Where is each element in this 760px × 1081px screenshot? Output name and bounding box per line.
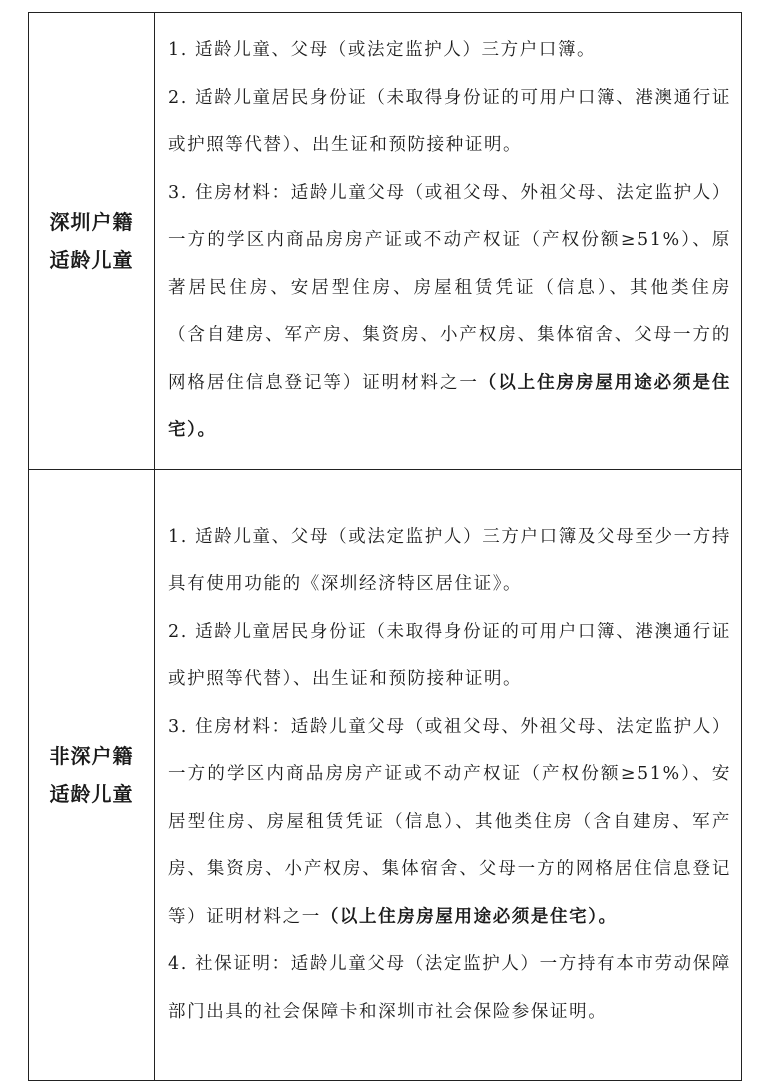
requirement-item	[168, 75, 731, 170]
requirement-text: 2. 适龄儿童居民身份证（未取得身份证的可用户口簿、港澳通行证或护照等代替）、出生证和预防接种证明。	[168, 621, 731, 690]
requirement-emphasis: （以上住房房屋用途必须是住宅）。	[320, 906, 618, 927]
requirement-item	[168, 514, 731, 609]
requirement-text: 4. 社保证明：适龄儿童父母（法定监护人）一方持有本市劳动保障部门出具的社会保障卡和深圳市社会保险参保证明。	[168, 954, 731, 1022]
requirement-text: 3. 住房材料：适龄儿童父母（或祖父母、外祖父母、法定监护人）一方的学区内商品房房产证或不动产权证（产权份额≥51%）、安居型住房、房屋租赁凭证（信息）、其他类住房（含自建房、军产房、集资房、小产权房、集体宿舍、父母一方的网格居住信息登记等）证明材料之一	[168, 716, 731, 927]
table-row	[29, 13, 742, 470]
requirements-table	[28, 12, 742, 1081]
requirement-item	[168, 704, 731, 942]
category-label: 适龄儿童	[49, 782, 134, 806]
requirements-cell	[155, 470, 742, 1081]
requirement-item	[168, 609, 731, 704]
category-label: 非深户籍	[49, 744, 134, 768]
requirement-text: 3. 住房材料：适龄儿童父母（或祖父母、外祖父母、法定监护人）一方的学区内商品房房产证或不动产权证（产权份额≥51%）、原著居民住房、安居型住房、房屋租赁凭证（信息）、其他类住房（含自建房、军产房、集资房、小产权房、集体宿舍、父母一方的网格居住信息登记等）证明材料之一	[168, 182, 731, 393]
category-label: 深圳户籍	[49, 210, 134, 234]
category-label: 适龄儿童	[49, 248, 134, 272]
category-cell	[29, 470, 155, 1081]
requirement-item	[168, 941, 731, 1036]
requirement-text: 1. 适龄儿童、父母（或法定监护人）三方户口簿。	[168, 40, 597, 61]
requirement-emphasis: （以上住房房屋用途必须是住宅）。	[168, 372, 731, 441]
requirement-item	[168, 27, 731, 75]
requirement-text: 1. 适龄儿童、父母（或法定监护人）三方户口簿及父母至少一方持具有使用功能的《深圳经济特区居住证》。	[168, 526, 731, 595]
requirement-text: 2. 适龄儿童居民身份证（未取得身份证的可用户口簿、港澳通行证或护照等代替）、出生证和预防接种证明。	[168, 87, 731, 156]
requirement-item	[168, 170, 731, 455]
table-row	[29, 470, 742, 1081]
category-cell	[29, 13, 155, 470]
requirements-cell	[155, 13, 742, 470]
